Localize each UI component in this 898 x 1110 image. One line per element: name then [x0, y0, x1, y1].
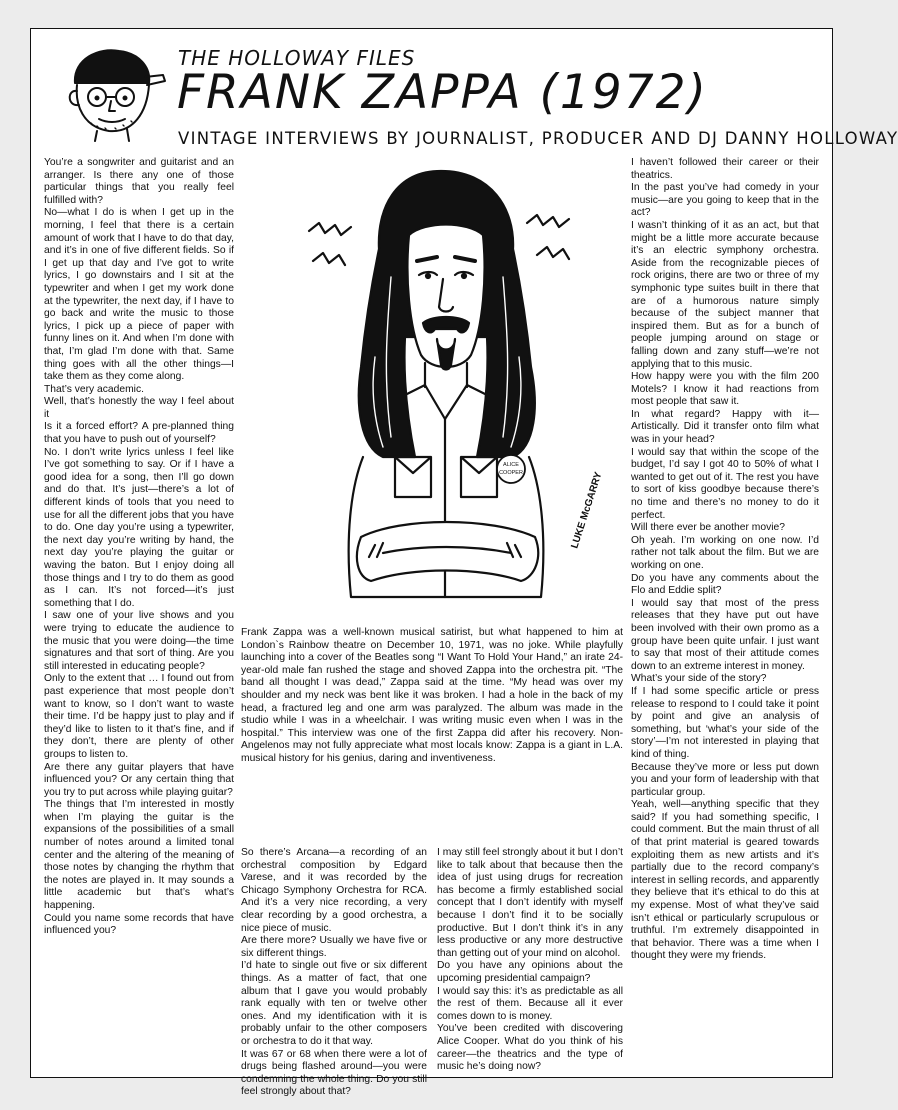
paragraph: I saw one of your live shows and you were trying to educate the audience to the music that you were doing—the time signatures and that sort of thing. Are you still interested in educating people?	[44, 610, 234, 672]
paragraph: The things that I’m interested in mostly when I’m playing the guitar is the expansions of the possibilities of a small number of notes around a limited tonal center and the altering of the meaning of those notes by changing the rhythm that the notes are played in. It may sounds a little academic but that’s what’s happening.	[44, 799, 234, 912]
magazine-page	[30, 28, 898, 1098]
paragraph: Well, that’s honestly the way I feel about it	[44, 396, 234, 420]
paragraph: You’ve been credited with discovering Alice Cooper. What do you think of his career—the theatrics and the type of music he’s doing now?	[437, 1023, 623, 1073]
paragraph: I would say this: it’s as predictable as all the rest of them. Because all it ever comes down to is money.	[437, 985, 623, 1022]
paragraph: Are there any guitar players that have influenced you? Or any certain thing that you try to put across while playing guitar?	[44, 761, 234, 798]
article-title: FRANK ZAPPA (1972)	[177, 65, 708, 120]
paragraph: No—what I do is when I get up in the morning, I feel that there is a certain amount of work that I have to do that day, and it’s in one of five different fields. So if I get up that day and I’ve got to write lyrics, I go downstairs and I sit at the typewriter and when I get my work done at the typewriter, the next day, if I have to go back and write the music to those lyrics, I pick up a piece of paper with funny lines on it. And when I’m done with that, I’m glad I’m done with that. Same thing goes with all the other things—I take them as they come along.	[44, 207, 234, 383]
paragraph: How happy were you with the film 200 Motels? I know it had reactions from most people that saw it.	[631, 371, 819, 408]
artist-signature: LUKE McGARRY	[569, 470, 605, 550]
paragraph: I’d hate to single out five or six different things. As a matter of fact, that one album that I gave you would probably rank equally with ten or twelve other ones. And my identification with it is probably unfair to the other composers or orchestra to do it that way.	[241, 960, 427, 1047]
paragraph: What’s your side of the story?	[631, 673, 767, 685]
paragraph: I haven’t followed their career or their theatrics.	[631, 157, 819, 181]
paragraph: Yeah, well—anything specific that they said? If you had something specific, I could comment. But the main thrust of all of that print material is geared towards exploiting them as new artists and it’s partially due to the record company’s interest in selling records, and apparently they believe that it’s ethical to do this at my expense. Most of what they’ve said isn’t ethical or particularly scrupulous or truthful. I’m extremely disappointed in that behavior. There was a time when I thought they were my friends.	[631, 799, 819, 962]
paragraph: Could you name some records that have influenced you?	[44, 912, 234, 937]
paragraph: I would say that within the scope of the budget, I’d say I got 40 to 50% of what I wanted to get out of it. The rest you have to sort of kiss goodbye because there’s no time and there’s no money to do it perfect.	[631, 446, 819, 521]
frank-zappa-illustration	[291, 157, 605, 619]
paragraph: It was 67 or 68 when there were a lot of drugs being flashed around—you were condemning the whole thing. Do you still feel strongly about that?	[241, 1048, 427, 1098]
paragraph: No. I don’t write lyrics unless I feel like I’ve got something to say. Or if I have a good idea for a song, then I’ll go down and do that. It’s just—there’s a lot of different kinds of tools that you need to use for all the different jobs that you have to do. One day you’re using a typewriter, the next day you’re writing by hand, the next day you’re playing the guitar or waving the baton. But I enjoy doing all those things and I try to do them as good as I can. It’s not forced—it’s just something that I do.	[44, 446, 234, 609]
intro-paragraph: Frank Zappa was a well-known musical satirist, but what happened to him at London`s Rainbow theatre on December 10, 1971, was no joke. While playfully launching into a cover of the Beatles song “I Want To Hold Your Hand,” an irate 24-year-old male fan rushed the stage and shoved Zappa into the orchestra pit. “The band all thought I was dead,” Zappa said at the time. “My head was over my shoulder and my neck was bent like it was broken. I had a hole in the back of my head, a fractured leg and one arm was paralyzed. The album was made in the studio while I was in a wheelchair. I was writing music even when I was in the hospital.” This interview was one of the first Zappa did after his recovery. Non-Angelenos may not fully appreciate what most locals know: Zappa is a giant in L.A. musical history for his genius, daring and inventiveness.	[241, 627, 623, 764]
column-mid-right	[437, 847, 623, 1074]
author-portrait-illustration	[53, 43, 171, 141]
badge-text-line2: COOPER	[499, 470, 523, 476]
series-label: THE HOLLOWAY FILES	[178, 46, 416, 70]
badge-text-line1: ALICE	[503, 462, 519, 468]
paragraph: Will there ever be another movie?	[631, 522, 785, 534]
paragraph: Do you have any comments about the Flo and Eddie split?	[631, 572, 819, 597]
column-mid-left	[241, 847, 427, 1099]
column-right	[631, 157, 819, 963]
paragraph: Oh yeah. I’m working on one now. I’d rather not talk about the film. But we are working on one.	[631, 534, 819, 571]
paragraph: Are there more? Usually we have five or six different things.	[241, 935, 427, 959]
paragraph: Is it a forced effort? A pre-planned thing that you have to push out of yourself?	[44, 421, 234, 446]
paragraph: In what regard? Happy with it—Artistically. Did it transfer onto film what was in your head?	[631, 408, 819, 446]
column-left	[44, 157, 234, 938]
paragraph: I would say that most of the press releases that they have put out have been involved with their own promo as a group have been quite unfair. I just want to say that most of their attitude comes down to an extreme interest in money.	[631, 597, 819, 672]
page-header	[53, 37, 898, 149]
paragraph: In the past you’ve had comedy in your music—are you going to keep that in the act?	[631, 182, 819, 219]
paragraph: That’s very academic.	[44, 383, 144, 395]
paragraph: If I had some specific article or press release to respond to I could take it point by point and give an analysis of something, but ‘what’s your side of the story’—I’m not interested in playing that kind of thing.	[631, 685, 819, 760]
paragraph: I wasn’t thinking of it as an act, but that might be a little more accurate because it’s an electric symphony orchestra. Aside from the recognizable pieces of rock origins, there are two or three of my symphonic type suites built in there that are of a humorous nature simply because of the subject manner that inspired them. But as for a bunch of people jumping around on stage or falling down and zany stuff—we’re not applying that to this music.	[631, 219, 819, 370]
paragraph: I may still feel strongly about it but I don’t like to talk about that because then the idea of just using drugs for recreation has become a firmly established social concept that I don’t identify with myself because I don’t find it to be socially productive. But I don’t think it’s in any less productive or any more destructive than getting out of your mind on alcohol.	[437, 847, 624, 959]
alice-cooper-badge	[497, 455, 525, 483]
paragraph: Because they’ve more or less put down you and your form of leadership with that particular group.	[631, 761, 819, 798]
paragraph: You’re a songwriter and guitarist and an arranger. Is there any one of those particular things that you really feel fulfilled with?	[44, 157, 234, 206]
article-subtitle: VINTAGE INTERVIEWS BY JOURNALIST, PRODUCER AND DJ DANNY HOLLOWAY	[178, 129, 898, 148]
paragraph: Do you have any opinions about the upcoming presidential campaign?	[437, 960, 623, 984]
paragraph: Only to the extent that … I found out from past experience that most people don’t want to know, so I don’t want to waste their time. I’d be happy just to play and if they’d like to listen to it that’s fine, and if they don’t, there are plenty of other groups to listen to.	[44, 673, 234, 760]
intro-text	[241, 627, 623, 766]
paragraph: So there’s Arcana—a recording of an orchestral composition by Edgard Varese, and it was recorded by the Chicago Symphony Orchestra for RCA. And it’s a very nice recording, a very clear recording by a good orchestra, a nice piece of music.	[241, 847, 427, 934]
